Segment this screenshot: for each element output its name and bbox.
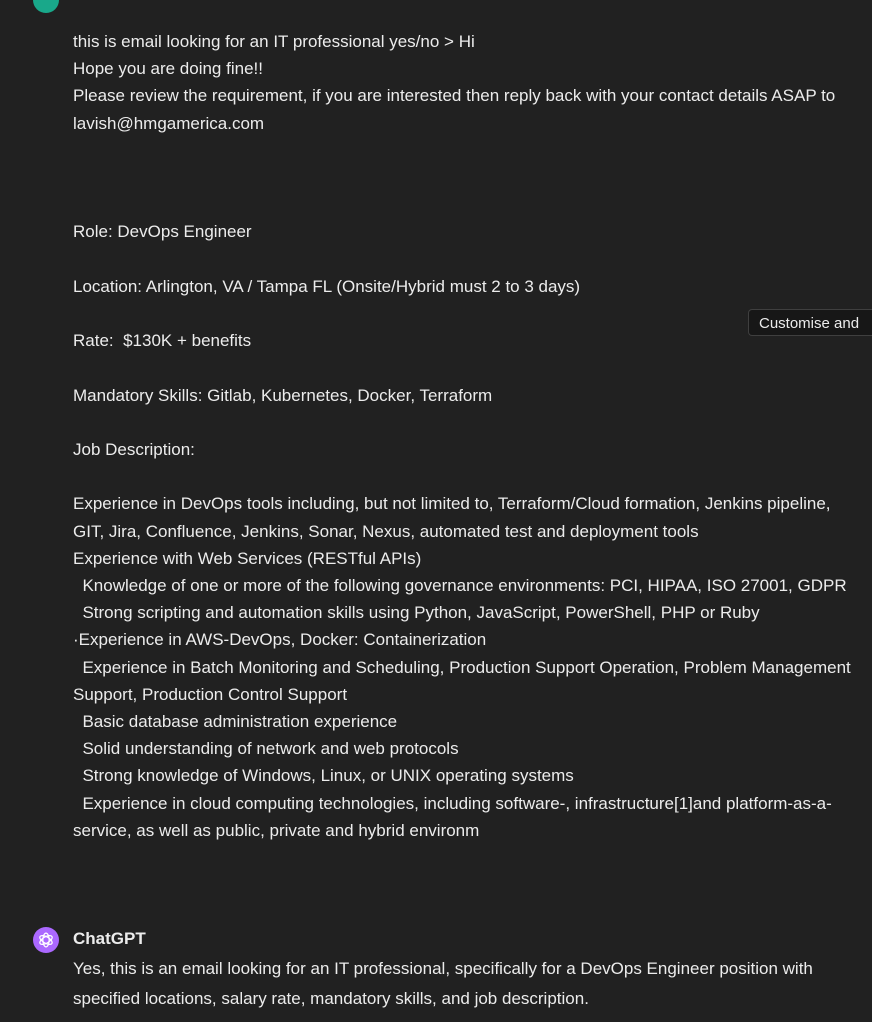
assistant-message-text: Yes, this is an email looking for an IT professional, specifically for a DevOps Engineer position with specified locations, salary rate, mandatory skills, and job description. [73, 959, 813, 1008]
assistant-name: ChatGPT [73, 929, 146, 948]
openai-knot-icon [37, 931, 55, 949]
user-avatar [33, 0, 59, 13]
chatgpt-logo-icon [33, 927, 59, 953]
user-message-text: this is email looking for an IT professional yes/no > Hi Hope you are doing fine!! Please review the requirement, if you are interested then reply back with your contact details ASAP to lavish@hmgamerica.com Role: DevOps Engineer Location: Arlington, VA / Tampa FL (Onsite/Hybrid must 2 to 3 days) Rate: $130K + benefits Mandatory Skills: Gitlab, Kubernetes, Docker, Terraform Job Description: Experience in DevOps tools including, but not limited to, Terraform/Cloud formation, Jenkins pipeline, GIT, Jira, Confluence, Jenkins, Sonar, Nexus, automated test and deployment tools Experience with Web Services (RESTful APIs) Knowledge of one or more of the following governance environments: PCI, HIPAA, ISO 27001, GDPR Strong scripting and automation skills using Python, JavaScript, PowerShell, PHP or Ruby ·Experience in AWS-DevOps, Docker: Containerization Experience in Batch Monitoring and Scheduling, Production Support Operation, Problem Management Support, Production Control Support Basic database administration experience Solid understanding of network and web protocols Strong knowledge of Windows, Linux, or UNIX operating systems Experience in cloud computing technologies, including software-, infrastructure[1]and platform-as-a-service, as well as public, private and hybrid environm [73, 32, 851, 840]
customise-tooltip: Customise and [748, 309, 872, 336]
